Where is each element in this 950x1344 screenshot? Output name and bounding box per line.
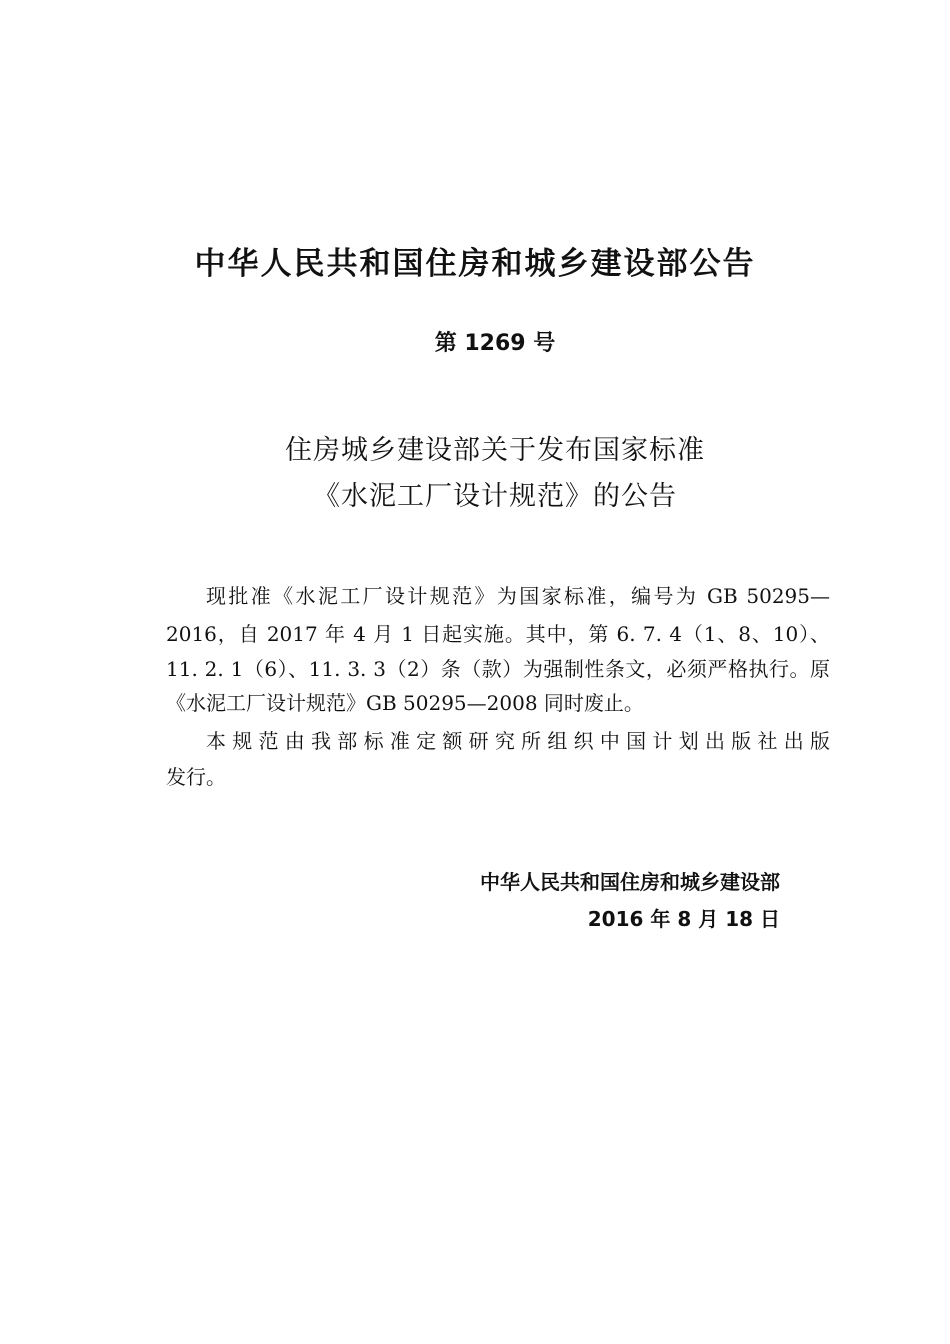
signature-date: 2016 年 8 月 18 日 [587,907,780,931]
signature-organization: 中华人民共和国住房和城乡建设部 [480,870,780,894]
body-line-2: 2016，自 2017 年 4 月 1 日起实施。其中，第 6. 7. 4（1、8、10）、 [166,622,830,646]
body-line-4: 《水泥工厂设计规范》GB 50295—2008 同时废止。 [166,691,644,715]
body-line-3: 11. 2. 1（6）、11. 3. 3（2）条（款）为强制性条文，必须严格执行。原 [166,657,830,681]
subtitle-line-1: 住房城乡建设部关于发布国家标准 [285,435,705,466]
body-line-5: 本规范由我部标准定额研究所组织中国计划出版社出版 [206,729,830,753]
body-line-1: 现批准《水泥工厂设计规范》为国家标准，编号为 GB 50295— [206,584,830,608]
announcement-number: 第 1269 号 [434,331,556,356]
announcement-title: 中华人民共和国住房和城乡建设部公告 [194,246,756,282]
subtitle-line-2: 《水泥工厂设计规范》的公告 [313,481,677,512]
body-line-6: 发行。 [166,765,226,789]
